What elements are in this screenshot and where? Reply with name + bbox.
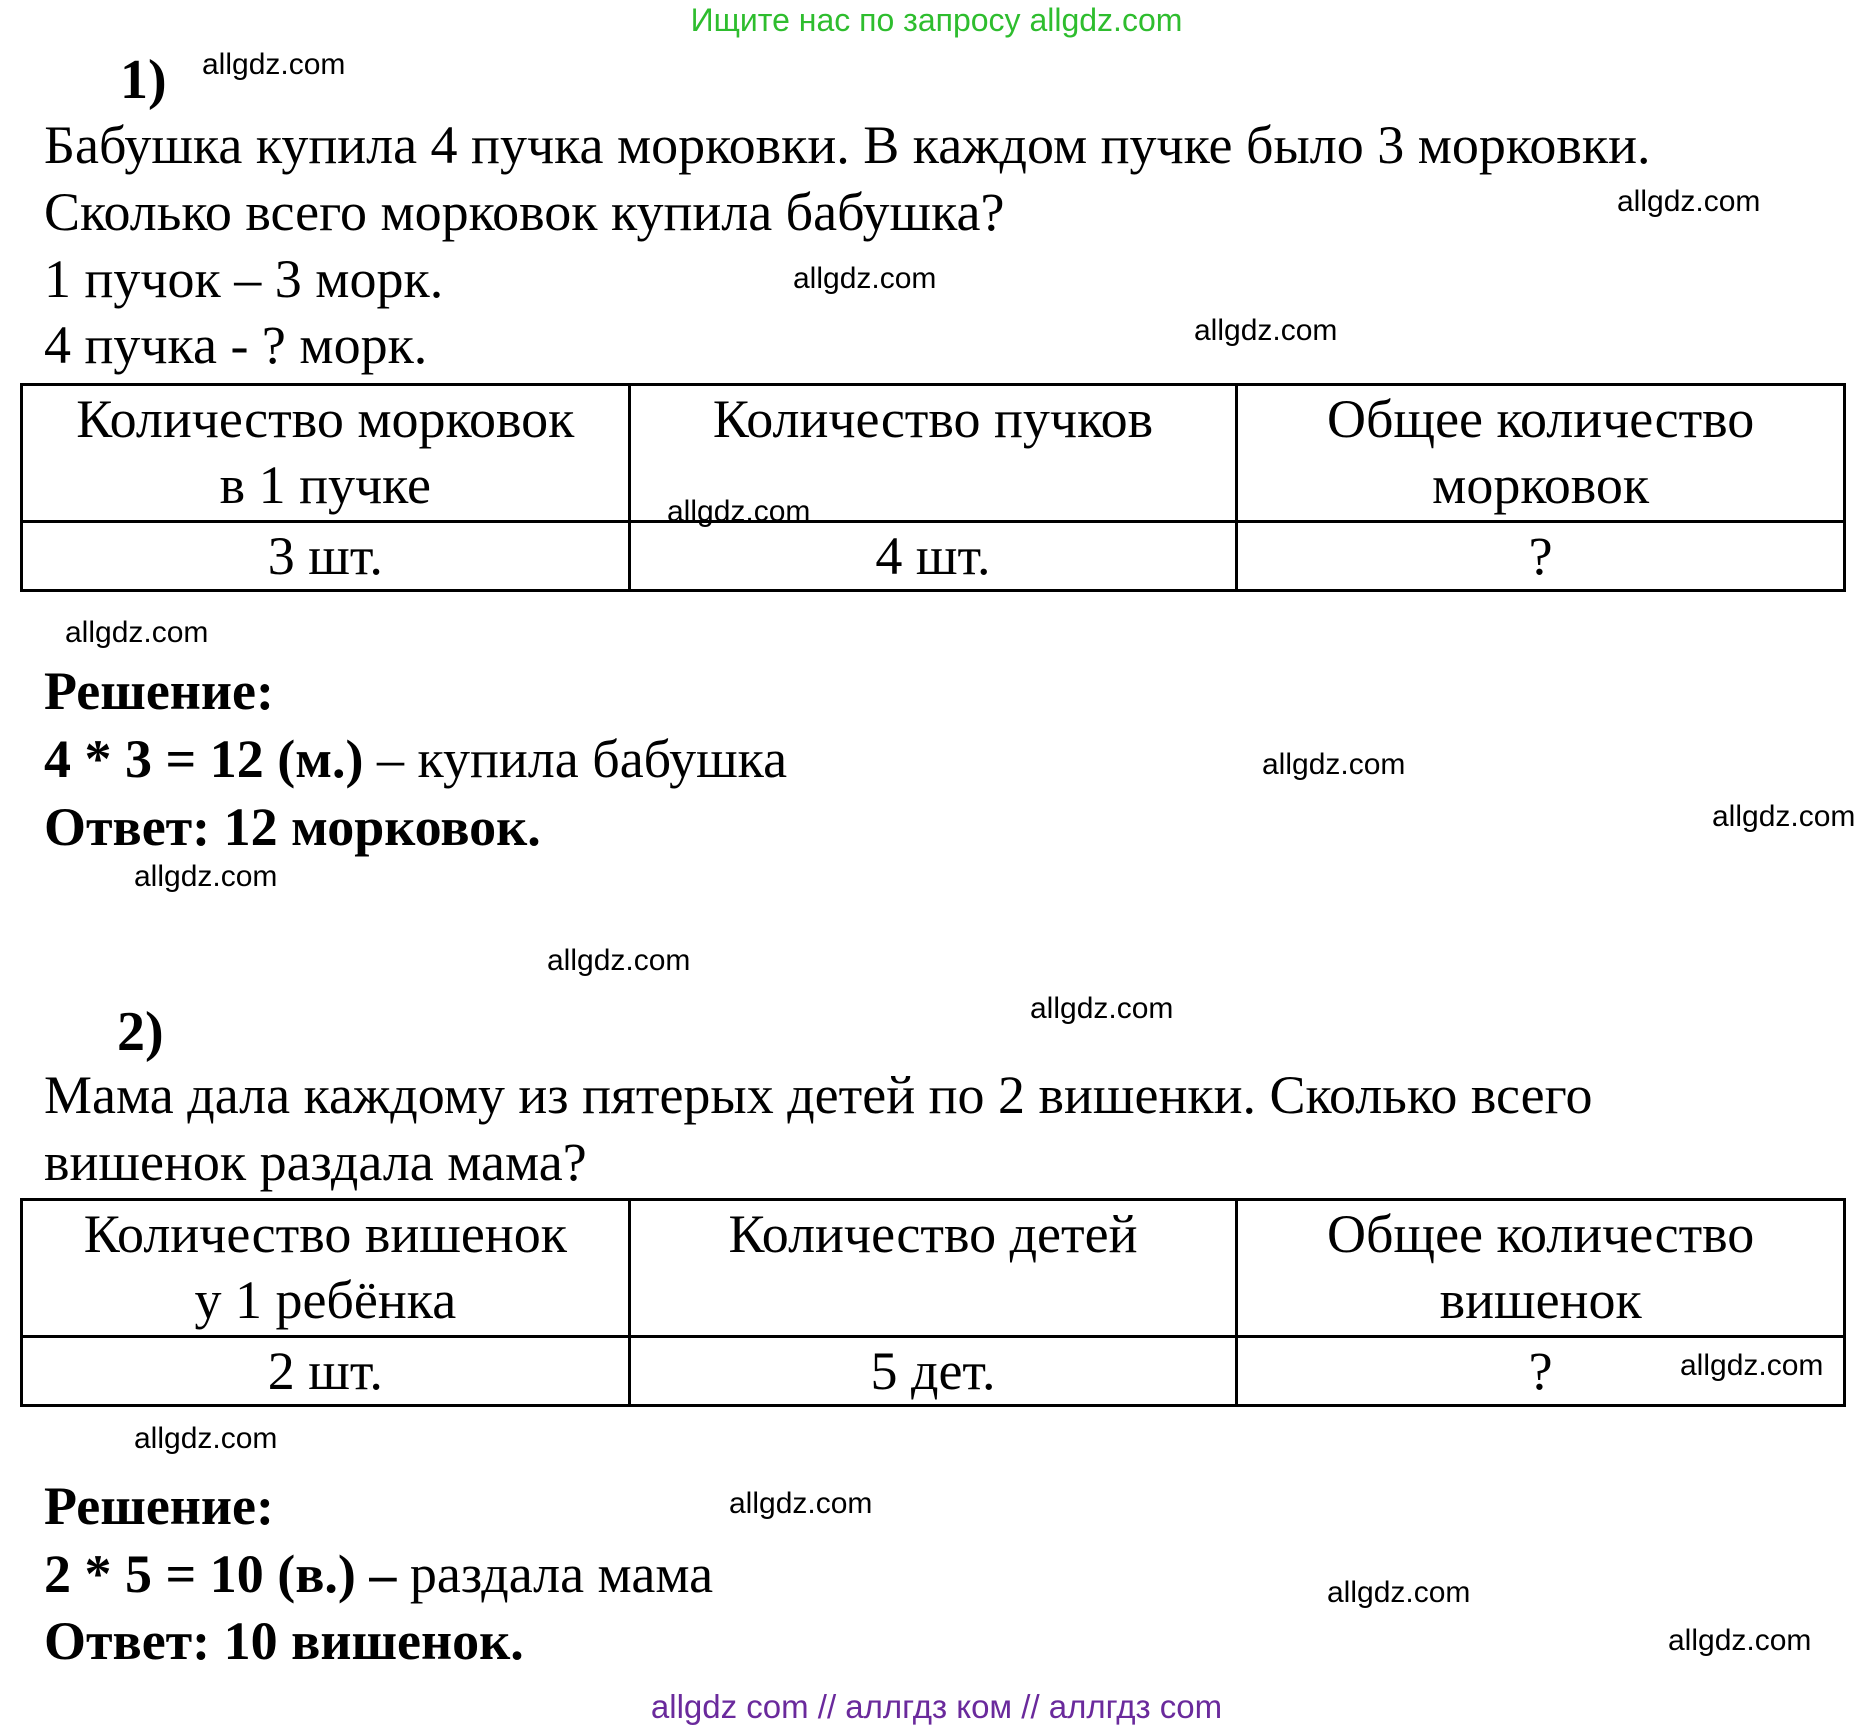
task2-answer: Ответ: 10 вишенок. <box>44 1611 524 1671</box>
task2-col1-header-line1: Количество вишенок <box>83 1204 567 1264</box>
task2-col3-header-line1: Общее количество <box>1327 1204 1755 1264</box>
search-banner: Ищите нас по запросу allgdz.com <box>690 2 1183 38</box>
task2-solution-expr: 2 * 5 = 10 (в.) – <box>44 1544 397 1604</box>
watermark: allgdz.com <box>1668 1624 1812 1657</box>
task2-value3: ? <box>1237 1337 1845 1406</box>
watermark: allgdz.com <box>1194 314 1338 347</box>
task2-col3-header-line2: вишенок <box>1439 1270 1642 1330</box>
task2-value1: 2 шт. <box>22 1337 630 1406</box>
watermark: allgdz.com <box>1712 800 1856 833</box>
task2-col1-header-line2: у 1 ребёнка <box>194 1270 457 1330</box>
task1-col3-header-line2: морковок <box>1432 455 1650 515</box>
watermark: allgdz.com <box>667 495 811 528</box>
watermark: allgdz.com <box>1262 748 1406 781</box>
watermark: allgdz.com <box>134 860 278 893</box>
watermark: allgdz.com <box>1030 992 1174 1025</box>
watermark: allgdz.com <box>729 1487 873 1520</box>
task1-value1: 3 шт. <box>22 522 630 591</box>
task1-note-line2: 4 пучка - ? морк. <box>44 315 428 375</box>
task2-col2-header <box>629 1200 1237 1337</box>
task1-text-line1: Бабушка купила 4 пучка морковки. В каждом пучке было 3 морковки. <box>44 115 1651 175</box>
task1-answer: Ответ: 12 морковок. <box>44 797 541 857</box>
task2-solution-note: раздала мама <box>396 1544 714 1604</box>
task2-col1-header <box>22 1200 630 1337</box>
task2-col2-header-line1: Количество детей <box>728 1204 1138 1264</box>
task1-col3-header <box>1237 385 1845 522</box>
task1-solution <box>44 728 787 790</box>
watermark: allgdz.com <box>65 616 209 649</box>
task1-solution-label: Решение: <box>44 661 274 721</box>
watermark: allgdz.com <box>134 1422 278 1455</box>
watermark: allgdz.com <box>1327 1576 1471 1609</box>
task1-value3: ? <box>1237 522 1845 591</box>
watermark: allgdz.com <box>202 48 346 81</box>
watermark: allgdz.com <box>793 262 937 295</box>
task1-number: 1) <box>120 49 167 111</box>
task1-value2: 4 шт. <box>629 522 1237 591</box>
task1-table <box>20 383 1846 592</box>
task1-col1-header-line2: в 1 пучке <box>219 455 432 515</box>
task2-table <box>20 1198 1846 1407</box>
task2-solution <box>44 1543 713 1605</box>
task1-solution-note: – купила бабушка <box>363 729 788 789</box>
task1-col2-header-line1: Количество пучков <box>712 389 1154 449</box>
watermark: allgdz.com <box>1617 185 1761 218</box>
task2-text-line1: Мама дала каждому из пятерых детей по 2 вишенки. Сколько всего <box>44 1065 1593 1125</box>
task2-col3-header <box>1237 1200 1845 1337</box>
task1-col1-header-line1: Количество морковок <box>76 389 575 449</box>
task2-value2: 5 дет. <box>629 1337 1237 1406</box>
task2-number: 2) <box>117 1001 164 1063</box>
footer-links: allgdz com // аллгдз ком // аллгдз com <box>650 1688 1223 1725</box>
task1-col3-header-line1: Общее количество <box>1327 389 1755 449</box>
task1-text-line2: Сколько всего морковок купила бабушка? <box>44 182 1005 242</box>
task2-text-line2: вишенок раздала мама? <box>44 1132 587 1192</box>
watermark: allgdz.com <box>1680 1349 1824 1382</box>
watermark: allgdz.com <box>547 944 691 977</box>
task1-col1-header <box>22 385 630 522</box>
task2-solution-label: Решение: <box>44 1476 274 1536</box>
task1-note-line1: 1 пучок – 3 морк. <box>44 249 444 309</box>
task1-solution-expr: 4 * 3 = 12 (м.) <box>44 729 364 789</box>
